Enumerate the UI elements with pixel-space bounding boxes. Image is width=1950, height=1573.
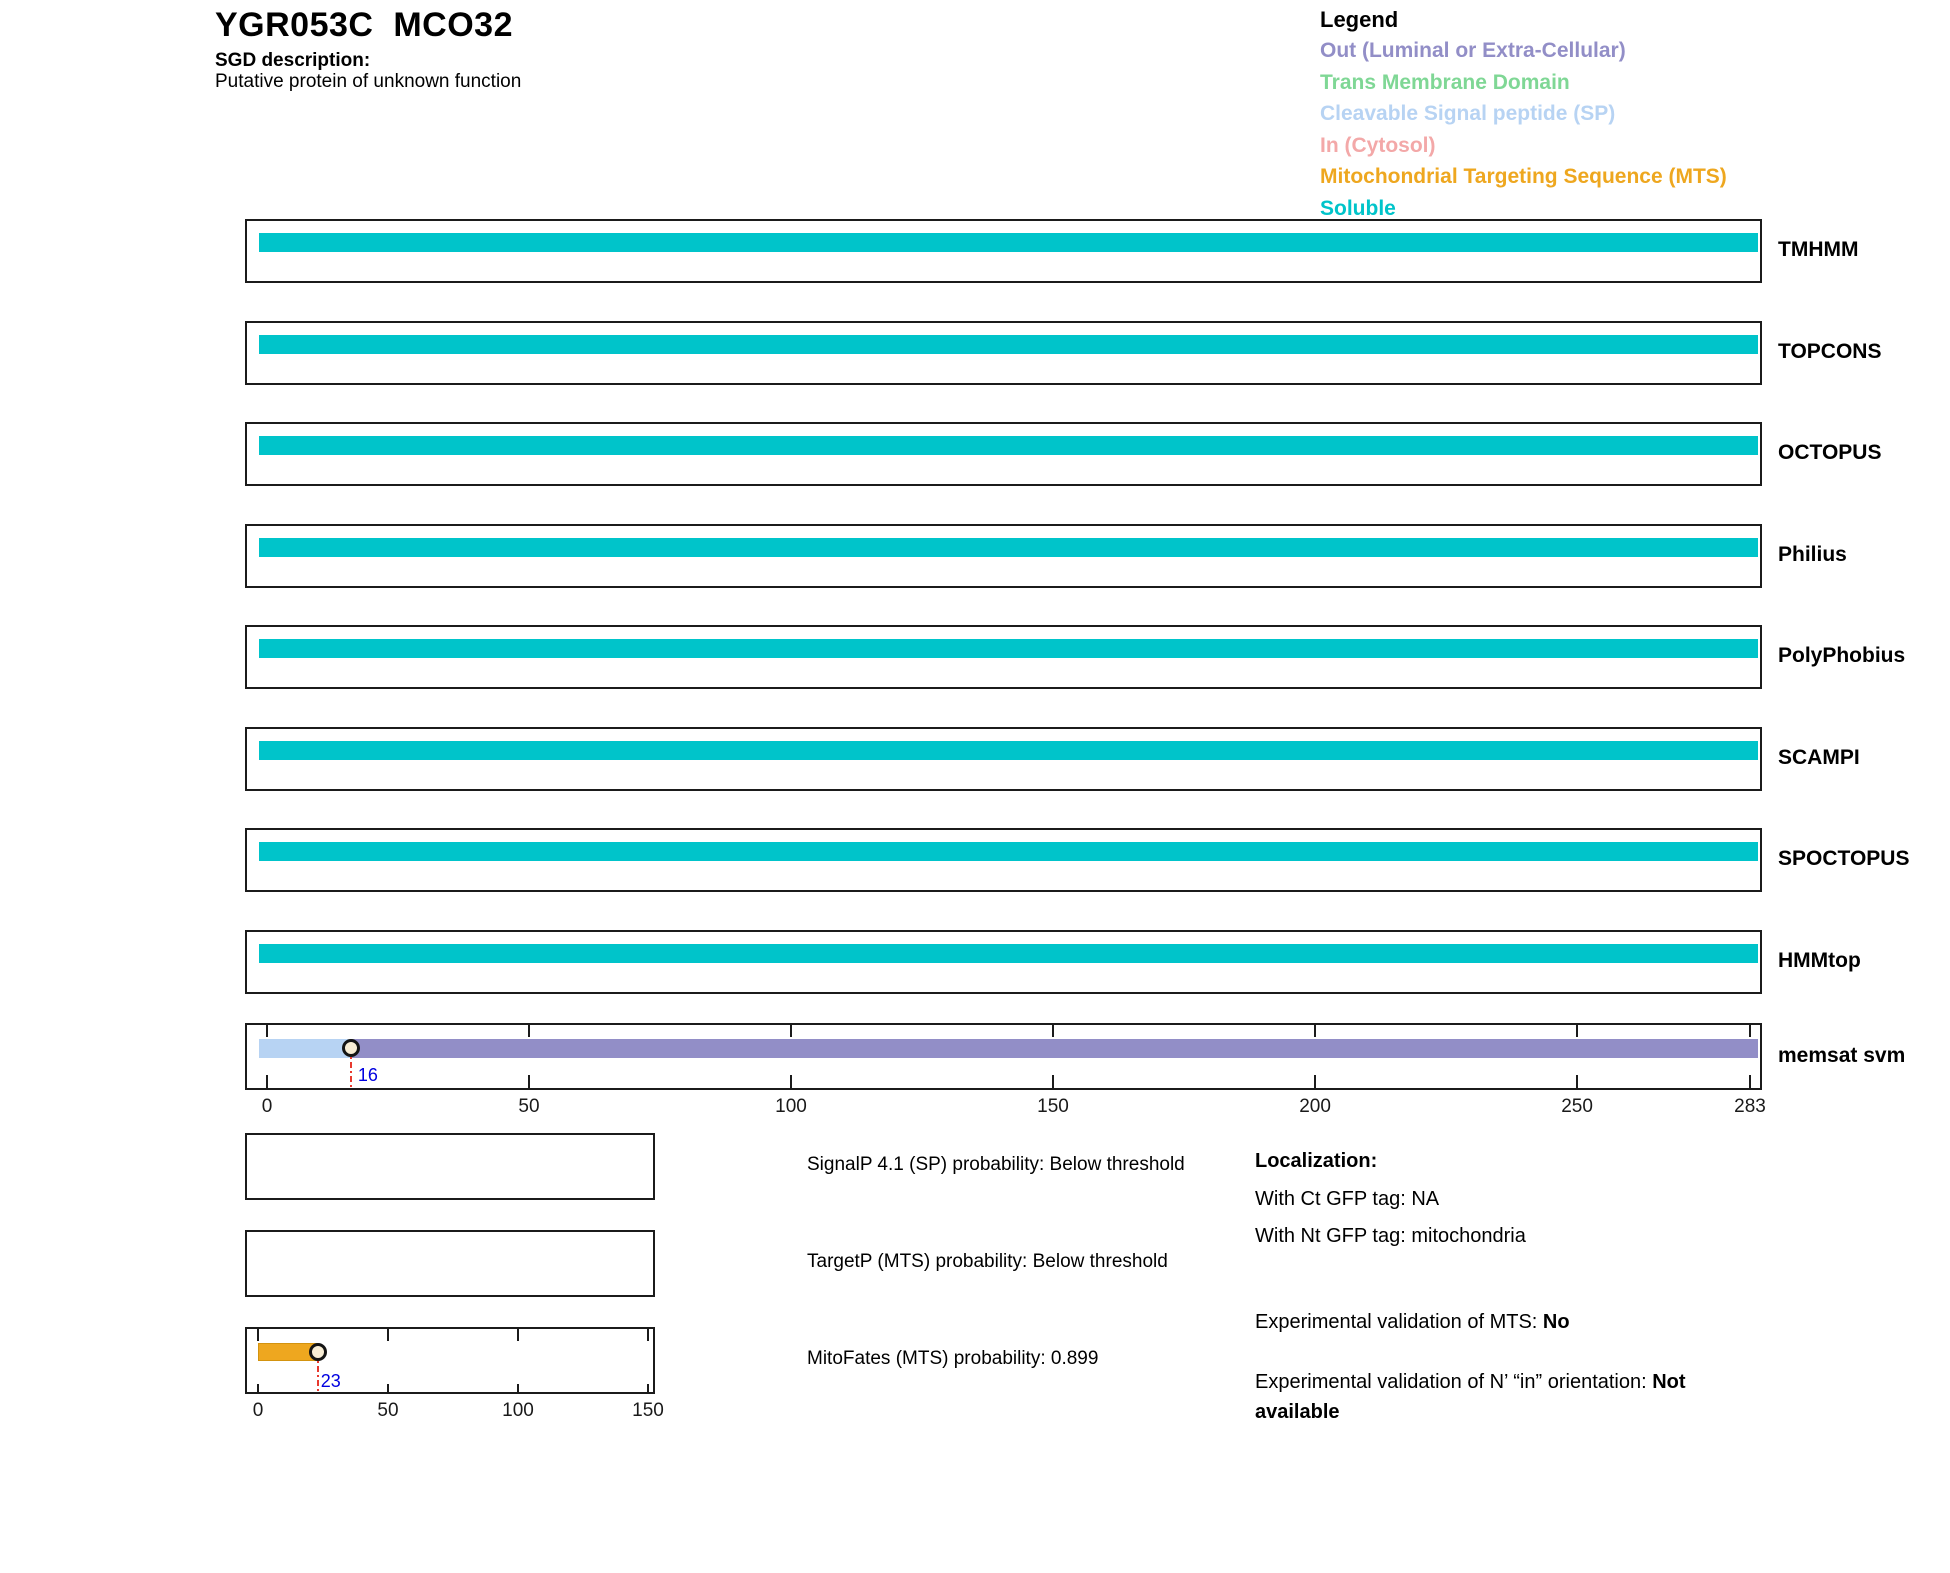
prob-plot-3-caption: MitoFates (MTS) probability: 0.899: [807, 1348, 1099, 1369]
prob-plot-3-marker: [309, 1343, 327, 1361]
localization-ct-gfp: With Ct GFP tag: NA: [1255, 1188, 1440, 1210]
track-box-memsat-svm: [245, 1023, 1762, 1090]
sgd-description-text: Putative protein of unknown function: [215, 71, 522, 92]
legend-item-1: Out (Luminal or Extra-Cellular): [1320, 39, 1626, 62]
track-box-hmmtop: [245, 930, 1762, 994]
prob-plot-3-tick-bottom-100: [517, 1384, 519, 1392]
mts-validation-text: Experimental validation of MTS:: [1255, 1311, 1543, 1333]
residue-tick-bottom-250: [1576, 1075, 1578, 1088]
prob-plot-3-marker-value: 23: [320, 1371, 341, 1391]
legend-heading: Legend: [1320, 7, 1399, 32]
prob-plot-2-box: [245, 1230, 655, 1297]
track-bar-segment-octopus-0: [259, 436, 1758, 455]
prob-plot-2-caption: TargetP (MTS) probability: Below threshold: [807, 1251, 1168, 1272]
track-label-scampi: SCAMPI: [1778, 745, 1860, 769]
residue-tick-top-250: [1576, 1025, 1578, 1037]
track-label-tmhmm: TMHMM: [1778, 238, 1859, 261]
localization-nt-gfp: With Nt GFP tag: mitochondria: [1255, 1225, 1526, 1247]
prob-plot-3-tick-top-100: [517, 1329, 519, 1341]
prob-plot-3-tick-top-50: [387, 1329, 389, 1341]
residue-tick-bottom-0: [266, 1075, 268, 1088]
legend-item-5: Mitochondrial Targeting Sequence (MTS): [1320, 165, 1727, 188]
sgd-description-label: SGD description:: [215, 50, 371, 71]
track-label-octopus: OCTOPUS: [1778, 441, 1882, 464]
prob-plot-1-box: [245, 1133, 655, 1200]
legend-item-6: Soluble: [1320, 196, 1396, 220]
residue-axis-label-200: 200: [1299, 1096, 1331, 1117]
residue-axis-label-150: 150: [1037, 1096, 1069, 1117]
prob-plot-3-axis-label-150: 150: [632, 1400, 664, 1421]
localization-orientation-validation: [1255, 1367, 1725, 1427]
residue-tick-bottom-200: [1314, 1075, 1316, 1088]
track-bar-segment-spoctopus-0: [259, 842, 1758, 861]
legend-items: [1320, 35, 1727, 224]
orientation-validation-value: Not available: [1255, 1371, 1686, 1423]
track-box-octopus: [245, 422, 1762, 486]
track-label-memsat-svm: memsat svm: [1778, 1043, 1906, 1067]
track-bar-segment-memsat-svm-1: [351, 1039, 1758, 1058]
residue-axis-label-0: 0: [261, 1096, 273, 1117]
residue-tick-top-100: [790, 1025, 792, 1037]
residue-axis-label-250: 250: [1561, 1096, 1593, 1117]
track-bar-segment-topcons-0: [259, 335, 1758, 354]
localization-mts-validation: [1255, 1307, 1570, 1337]
memsat-marker: [342, 1039, 360, 1057]
legend-item-4: In (Cytosol): [1320, 133, 1436, 157]
residue-tick-bottom-50: [528, 1075, 530, 1088]
residue-axis-label-283: 283: [1734, 1096, 1766, 1117]
orientation-validation-text: Experimental validation of N’ “in” orientation:: [1255, 1371, 1653, 1393]
track-label-hmmtop: HMMtop: [1778, 948, 1861, 972]
residue-tick-top-50: [528, 1025, 530, 1037]
prob-plot-3-tick-bottom-150: [647, 1384, 649, 1392]
track-bar-segment-philius-0: [259, 538, 1758, 557]
localization-heading: Localization:: [1255, 1150, 1378, 1172]
prob-plot-3-axis-label-100: 100: [502, 1400, 534, 1421]
legend: [1320, 4, 1727, 224]
track-bar-segment-scampi-0: [259, 741, 1758, 760]
page-title: YGR053C MCO32: [215, 6, 513, 44]
residue-axis-label-50: 50: [518, 1096, 540, 1117]
track-box-scampi: [245, 727, 1762, 791]
prob-plot-1-caption: SignalP 4.1 (SP) probability: Below threshold: [807, 1154, 1185, 1175]
memsat-marker-value: 16: [357, 1065, 378, 1085]
track-box-polyphobius: [245, 625, 1762, 689]
residue-tick-top-150: [1052, 1025, 1054, 1037]
prob-plot-3-axis-label-0: 0: [252, 1400, 264, 1421]
track-box-tmhmm: [245, 219, 1762, 283]
legend-item-2: Trans Membrane Domain: [1320, 70, 1570, 94]
residue-axis-label-100: 100: [775, 1096, 807, 1117]
track-label-spoctopus: SPOCTOPUS: [1778, 847, 1910, 870]
prob-plot-3-tick-bottom-50: [387, 1384, 389, 1392]
residue-tick-top-200: [1314, 1025, 1316, 1037]
prob-plot-3-tick-bottom-0: [257, 1384, 259, 1392]
prob-plot-3-tick-top-150: [647, 1329, 649, 1341]
mts-validation-value: No: [1542, 1311, 1570, 1333]
track-box-topcons: [245, 321, 1762, 385]
residue-tick-bottom-283: [1749, 1075, 1751, 1088]
prob-plot-3-tick-top-0: [257, 1329, 259, 1341]
track-label-polyphobius: PolyPhobius: [1778, 644, 1906, 667]
legend-item-3: Cleavable Signal peptide (SP): [1320, 102, 1616, 125]
track-box-spoctopus: [245, 828, 1762, 892]
track-label-philius: Philius: [1778, 542, 1847, 566]
prob-plot-3-axis-label-50: 50: [377, 1400, 399, 1421]
track-bar-segment-memsat-svm-0: [259, 1039, 351, 1058]
track-box-philius: [245, 524, 1762, 588]
track-label-topcons: TOPCONS: [1778, 339, 1882, 363]
track-bar-segment-hmmtop-0: [259, 944, 1758, 963]
residue-tick-top-0: [266, 1025, 268, 1037]
track-bar-segment-tmhmm-0: [259, 233, 1758, 252]
prob-plot-3-box: [245, 1327, 655, 1394]
residue-tick-bottom-100: [790, 1075, 792, 1088]
track-bar-segment-polyphobius-0: [259, 639, 1758, 658]
residue-tick-top-283: [1749, 1025, 1751, 1037]
residue-tick-bottom-150: [1052, 1075, 1054, 1088]
